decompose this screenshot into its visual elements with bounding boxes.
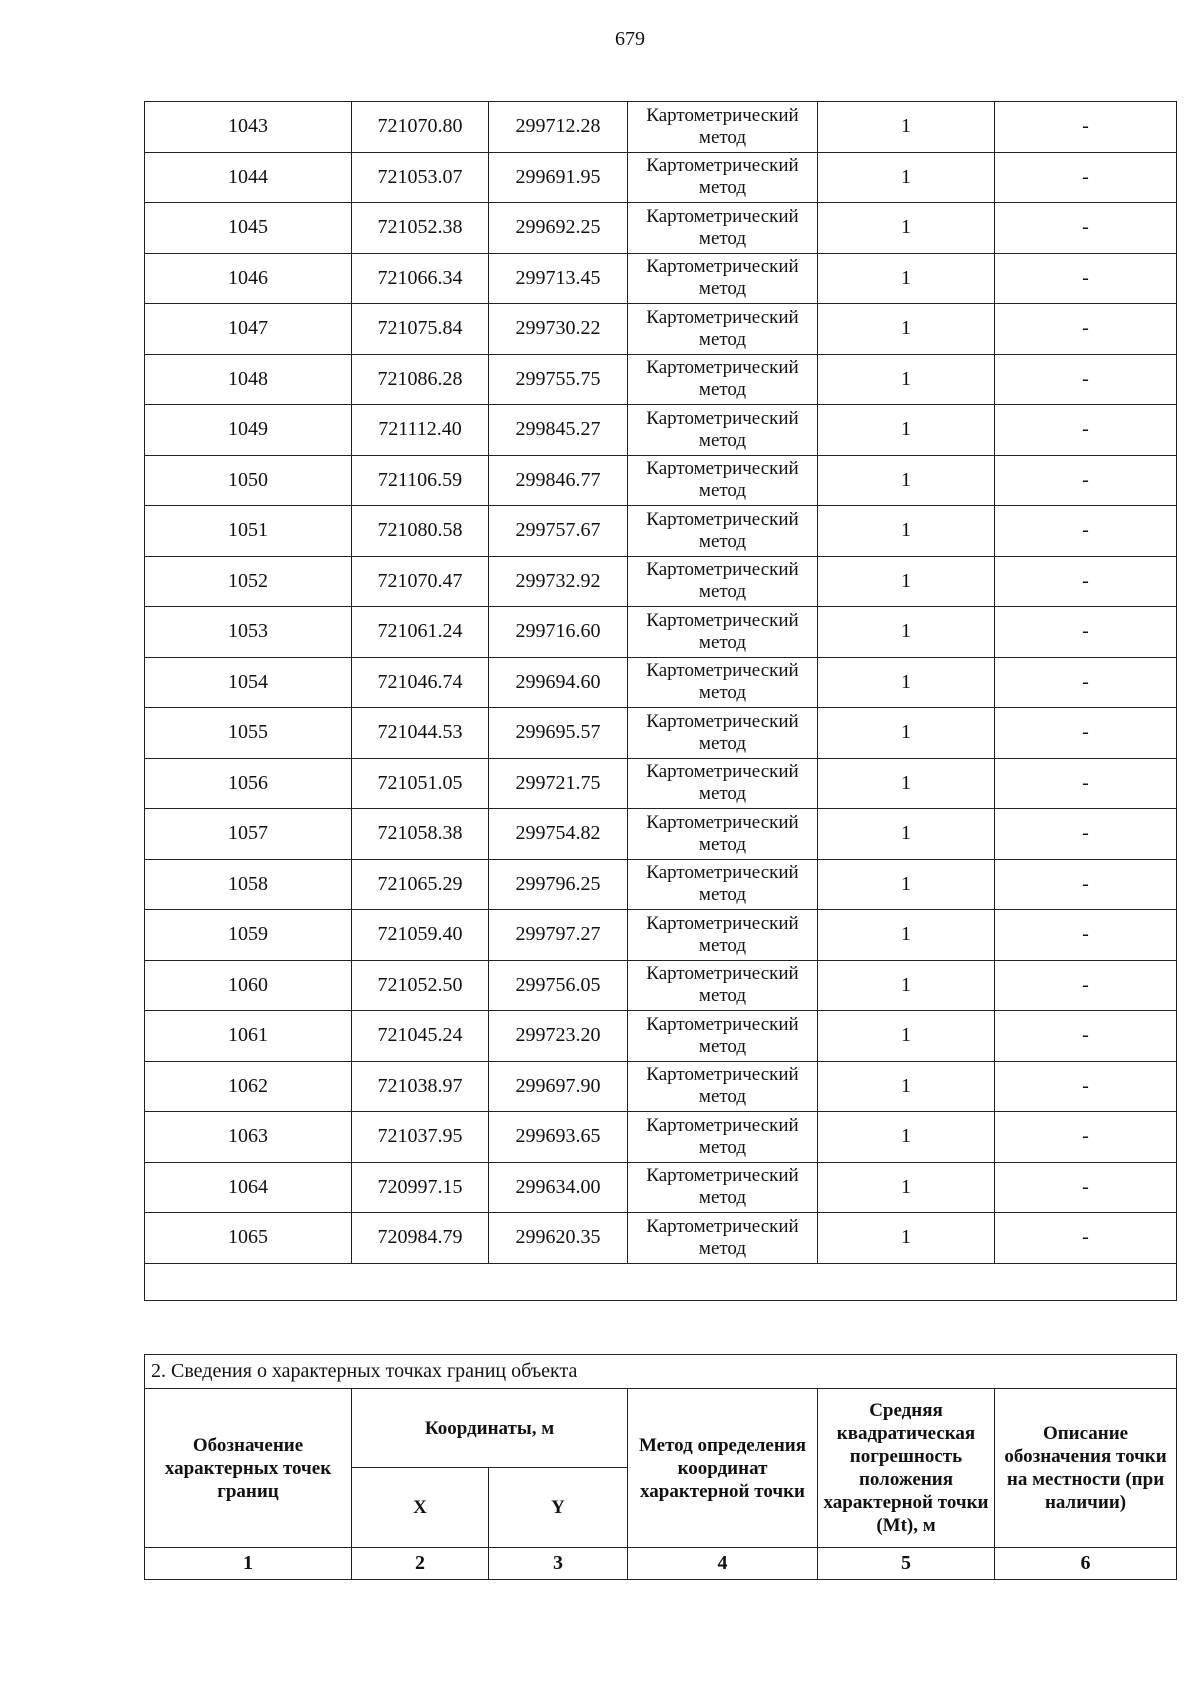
mt-cell: 1 xyxy=(818,102,995,153)
section2-title: 2. Сведения о характерных точках границ объекта xyxy=(145,1355,1177,1389)
table-row xyxy=(145,607,1177,658)
table-row xyxy=(145,1112,1177,1163)
x-coordinate-cell: 721080.58 xyxy=(352,506,489,557)
mt-cell: 1 xyxy=(818,405,995,456)
table-row xyxy=(145,556,1177,607)
y-coordinate-cell: 299721.75 xyxy=(489,758,628,809)
y-coordinate-cell: 299712.28 xyxy=(489,102,628,153)
x-coordinate-cell: 721045.24 xyxy=(352,1011,489,1062)
y-coordinate-cell: 299846.77 xyxy=(489,455,628,506)
mt-cell: 1 xyxy=(818,708,995,759)
mt-cell: 1 xyxy=(818,758,995,809)
method-cell: Картометрический метод xyxy=(628,708,818,759)
mt-cell: 1 xyxy=(818,203,995,254)
y-coordinate-cell: 299754.82 xyxy=(489,809,628,860)
method-cell: Картометрический метод xyxy=(628,758,818,809)
point-id-cell: 1051 xyxy=(145,506,352,557)
method-cell: Картометрический метод xyxy=(628,1112,818,1163)
table-row xyxy=(145,405,1177,456)
method-cell: Картометрический метод xyxy=(628,910,818,961)
column-number: 5 xyxy=(818,1548,995,1580)
method-cell: Картометрический метод xyxy=(628,1162,818,1213)
method-cell: Картометрический метод xyxy=(628,1213,818,1264)
method-cell: Картометрический метод xyxy=(628,1061,818,1112)
x-coordinate-cell: 721065.29 xyxy=(352,859,489,910)
table-row xyxy=(145,1011,1177,1062)
table-row xyxy=(145,102,1177,153)
description-cell: - xyxy=(995,556,1177,607)
x-coordinate-cell: 721058.38 xyxy=(352,809,489,860)
mt-cell: 1 xyxy=(818,910,995,961)
column-number: 3 xyxy=(489,1548,628,1580)
mt-cell: 1 xyxy=(818,607,995,658)
table-row xyxy=(145,455,1177,506)
x-coordinate-cell: 721112.40 xyxy=(352,405,489,456)
column-number: 2 xyxy=(352,1548,489,1580)
point-id-cell: 1047 xyxy=(145,304,352,355)
y-coordinate-cell: 299694.60 xyxy=(489,657,628,708)
y-coordinate-cell: 299757.67 xyxy=(489,506,628,557)
table-row xyxy=(145,960,1177,1011)
table-row xyxy=(145,253,1177,304)
description-cell: - xyxy=(995,657,1177,708)
x-coordinate-cell: 721106.59 xyxy=(352,455,489,506)
x-coordinate-cell: 721066.34 xyxy=(352,253,489,304)
point-id-cell: 1058 xyxy=(145,859,352,910)
x-coordinate-cell: 721059.40 xyxy=(352,910,489,961)
description-cell: - xyxy=(995,1112,1177,1163)
table-row xyxy=(145,708,1177,759)
method-cell: Картометрический метод xyxy=(628,809,818,860)
description-cell: - xyxy=(995,1011,1177,1062)
method-cell: Картометрический метод xyxy=(628,405,818,456)
x-coordinate-cell: 721070.80 xyxy=(352,102,489,153)
y-coordinate-cell: 299723.20 xyxy=(489,1011,628,1062)
mt-cell: 1 xyxy=(818,960,995,1011)
description-cell: - xyxy=(995,859,1177,910)
x-coordinate-cell: 721037.95 xyxy=(352,1112,489,1163)
point-id-cell: 1062 xyxy=(145,1061,352,1112)
point-id-cell: 1049 xyxy=(145,405,352,456)
points-table-body xyxy=(145,102,1177,1264)
x-coordinate-cell: 721038.97 xyxy=(352,1061,489,1112)
y-coordinate-cell: 299713.45 xyxy=(489,253,628,304)
x-coordinate-cell: 721075.84 xyxy=(352,304,489,355)
point-id-cell: 1063 xyxy=(145,1112,352,1163)
points-table xyxy=(144,101,1177,1301)
mt-cell: 1 xyxy=(818,455,995,506)
table-row xyxy=(145,809,1177,860)
description-cell: - xyxy=(995,354,1177,405)
table-row xyxy=(145,859,1177,910)
description-cell: - xyxy=(995,253,1177,304)
table-row xyxy=(145,1061,1177,1112)
point-id-cell: 1055 xyxy=(145,708,352,759)
col-x-header: X xyxy=(352,1468,489,1548)
point-id-cell: 1050 xyxy=(145,455,352,506)
mt-cell: 1 xyxy=(818,253,995,304)
col-mt-header: Средняя квадратическая погрешность положения характерной точки (Mt), м xyxy=(818,1389,995,1548)
empty-footer-cell xyxy=(145,1263,1177,1300)
description-cell: - xyxy=(995,1213,1177,1264)
mt-cell: 1 xyxy=(818,657,995,708)
table-row xyxy=(145,354,1177,405)
point-id-cell: 1046 xyxy=(145,253,352,304)
column-number: 6 xyxy=(995,1548,1177,1580)
mt-cell: 1 xyxy=(818,1011,995,1062)
point-id-cell: 1052 xyxy=(145,556,352,607)
method-cell: Картометрический метод xyxy=(628,607,818,658)
method-cell: Картометрический метод xyxy=(628,556,818,607)
x-coordinate-cell: 720997.15 xyxy=(352,1162,489,1213)
y-coordinate-cell: 299634.00 xyxy=(489,1162,628,1213)
point-id-cell: 1048 xyxy=(145,354,352,405)
column-numbers-row xyxy=(145,1548,1177,1580)
x-coordinate-cell: 721053.07 xyxy=(352,152,489,203)
section2-header-row xyxy=(145,1389,1177,1468)
mt-cell: 1 xyxy=(818,1213,995,1264)
y-coordinate-cell: 299695.57 xyxy=(489,708,628,759)
point-id-cell: 1045 xyxy=(145,203,352,254)
y-coordinate-cell: 299691.95 xyxy=(489,152,628,203)
description-cell: - xyxy=(995,152,1177,203)
table-row xyxy=(145,506,1177,557)
point-id-cell: 1054 xyxy=(145,657,352,708)
x-coordinate-cell: 720984.79 xyxy=(352,1213,489,1264)
mt-cell: 1 xyxy=(818,859,995,910)
y-coordinate-cell: 299732.92 xyxy=(489,556,628,607)
mt-cell: 1 xyxy=(818,1162,995,1213)
method-cell: Картометрический метод xyxy=(628,859,818,910)
point-id-cell: 1043 xyxy=(145,102,352,153)
table-row xyxy=(145,203,1177,254)
y-coordinate-cell: 299620.35 xyxy=(489,1213,628,1264)
description-cell: - xyxy=(995,506,1177,557)
y-coordinate-cell: 299755.75 xyxy=(489,354,628,405)
y-coordinate-cell: 299796.25 xyxy=(489,859,628,910)
col-y-header: Y xyxy=(489,1468,628,1548)
method-cell: Картометрический метод xyxy=(628,354,818,405)
method-cell: Картометрический метод xyxy=(628,304,818,355)
description-cell: - xyxy=(995,1162,1177,1213)
description-cell: - xyxy=(995,1061,1177,1112)
table-row xyxy=(145,152,1177,203)
method-cell: Картометрический метод xyxy=(628,1011,818,1062)
x-coordinate-cell: 721061.24 xyxy=(352,607,489,658)
empty-footer-row xyxy=(145,1263,1177,1300)
point-id-cell: 1057 xyxy=(145,809,352,860)
y-coordinate-cell: 299730.22 xyxy=(489,304,628,355)
description-cell: - xyxy=(995,405,1177,456)
mt-cell: 1 xyxy=(818,556,995,607)
method-cell: Картометрический метод xyxy=(628,203,818,254)
y-coordinate-cell: 299692.25 xyxy=(489,203,628,254)
point-id-cell: 1061 xyxy=(145,1011,352,1062)
x-coordinate-cell: 721070.47 xyxy=(352,556,489,607)
y-coordinate-cell: 299693.65 xyxy=(489,1112,628,1163)
y-coordinate-cell: 299797.27 xyxy=(489,910,628,961)
y-coordinate-cell: 299716.60 xyxy=(489,607,628,658)
x-coordinate-cell: 721052.50 xyxy=(352,960,489,1011)
point-id-cell: 1060 xyxy=(145,960,352,1011)
table-row xyxy=(145,910,1177,961)
mt-cell: 1 xyxy=(818,506,995,557)
x-coordinate-cell: 721052.38 xyxy=(352,203,489,254)
table-row xyxy=(145,1213,1177,1264)
col-method-header: Метод определения координат характерной точки xyxy=(628,1389,818,1548)
table-row xyxy=(145,657,1177,708)
section2-table xyxy=(144,1354,1177,1580)
description-cell: - xyxy=(995,607,1177,658)
description-cell: - xyxy=(995,304,1177,355)
description-cell: - xyxy=(995,203,1177,254)
point-id-cell: 1056 xyxy=(145,758,352,809)
y-coordinate-cell: 299845.27 xyxy=(489,405,628,456)
mt-cell: 1 xyxy=(818,809,995,860)
y-coordinate-cell: 299756.05 xyxy=(489,960,628,1011)
description-cell: - xyxy=(995,809,1177,860)
description-cell: - xyxy=(995,960,1177,1011)
table-row xyxy=(145,758,1177,809)
col-coordinates-header: Координаты, м xyxy=(352,1389,628,1468)
method-cell: Картометрический метод xyxy=(628,960,818,1011)
method-cell: Картометрический метод xyxy=(628,102,818,153)
description-cell: - xyxy=(995,455,1177,506)
page-number: 679 xyxy=(615,28,645,50)
point-id-cell: 1059 xyxy=(145,910,352,961)
mt-cell: 1 xyxy=(818,354,995,405)
x-coordinate-cell: 721051.05 xyxy=(352,758,489,809)
column-number: 1 xyxy=(145,1548,352,1580)
mt-cell: 1 xyxy=(818,1061,995,1112)
table-row xyxy=(145,304,1177,355)
point-id-cell: 1065 xyxy=(145,1213,352,1264)
description-cell: - xyxy=(995,102,1177,153)
column-number: 4 xyxy=(628,1548,818,1580)
col-description-header: Описание обозначения точки на местности (при наличии) xyxy=(995,1389,1177,1548)
x-coordinate-cell: 721086.28 xyxy=(352,354,489,405)
mt-cell: 1 xyxy=(818,1112,995,1163)
method-cell: Картометрический метод xyxy=(628,455,818,506)
x-coordinate-cell: 721044.53 xyxy=(352,708,489,759)
method-cell: Картометрический метод xyxy=(628,253,818,304)
x-coordinate-cell: 721046.74 xyxy=(352,657,489,708)
mt-cell: 1 xyxy=(818,152,995,203)
point-id-cell: 1044 xyxy=(145,152,352,203)
mt-cell: 1 xyxy=(818,304,995,355)
method-cell: Картометрический метод xyxy=(628,152,818,203)
point-id-cell: 1064 xyxy=(145,1162,352,1213)
point-id-cell: 1053 xyxy=(145,607,352,658)
y-coordinate-cell: 299697.90 xyxy=(489,1061,628,1112)
description-cell: - xyxy=(995,758,1177,809)
description-cell: - xyxy=(995,910,1177,961)
table-row xyxy=(145,1162,1177,1213)
col-designation-header: Обозначение характерных точек границ xyxy=(145,1389,352,1548)
section2-title-row xyxy=(145,1355,1177,1389)
method-cell: Картометрический метод xyxy=(628,657,818,708)
method-cell: Картометрический метод xyxy=(628,506,818,557)
description-cell: - xyxy=(995,708,1177,759)
